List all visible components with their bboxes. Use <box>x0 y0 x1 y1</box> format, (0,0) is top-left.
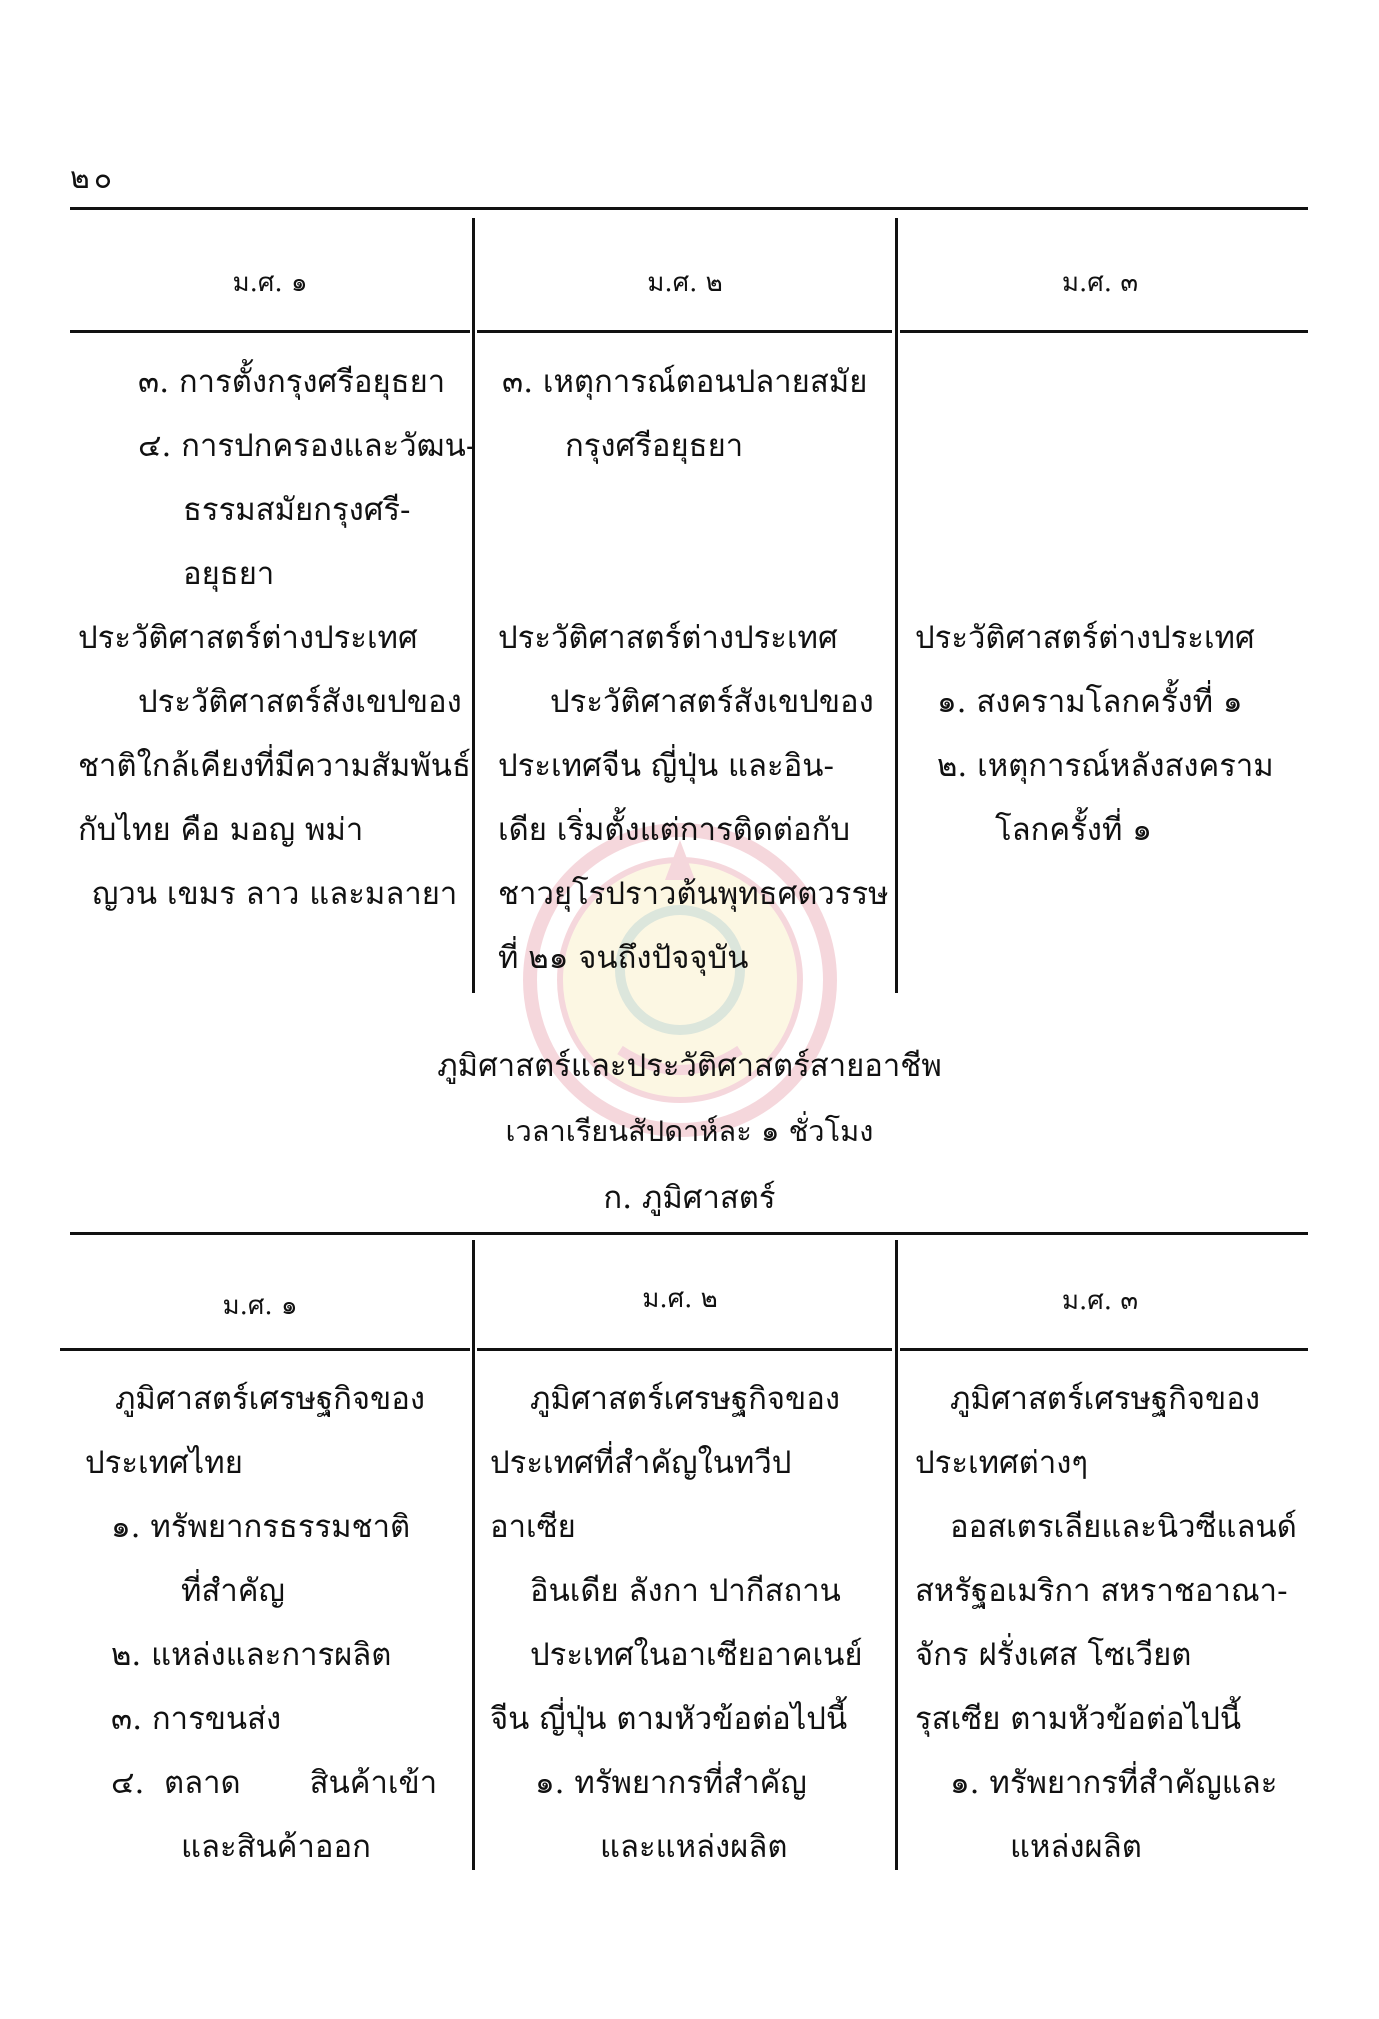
table2-col1 <box>85 1367 470 1879</box>
table2-col-divider-2 <box>895 1240 898 1870</box>
table1-col3-line: ประวัติศาสตร์ต่างประเทศ <box>915 620 1255 656</box>
table2-col3-line: สหรัฐอเมริกา สหราชอาณา- <box>915 1573 1288 1609</box>
table1-col2-line: ประเทศจีน ญี่ปุ่น และอิน- <box>498 748 834 784</box>
table2-header-rule-2 <box>477 1348 892 1351</box>
table1-col3-line: โลกครั้งที่ ๑ <box>995 812 1152 848</box>
table2-col1-line: ๔. ตลาด สินค้าเข้า <box>111 1765 438 1801</box>
table1-col1-line: ประวัติศาสตร์สังเขปของ <box>138 684 462 720</box>
table2-col2-line: และแหล่งผลิต <box>600 1829 788 1865</box>
table2-col1-line: ๑. ทรัพยากรธรรมชาติ <box>111 1509 411 1545</box>
table1-col2-spacer <box>490 478 890 606</box>
table2-col-divider-1 <box>472 1240 475 1870</box>
table2-col3-line: ประเทศต่างๆ <box>915 1445 1089 1481</box>
table2-col2-line: จีน ญี่ปุ่น ตามหัวข้อต่อไปนี้ <box>490 1701 848 1737</box>
table2-col2-line: ประเทศในอาเซียอาคเนย์ <box>530 1637 863 1673</box>
table1-header-rule-1 <box>70 330 470 333</box>
table1-col1-line: ชาติใกล้เคียงที่มีความสัมพันธ์ <box>78 748 471 784</box>
table2-col1-line: ที่สำคัญ <box>181 1573 285 1609</box>
table1-col1-line: ญวน เขมร ลาว และมลายา <box>92 876 458 912</box>
table1-col2-line: ประวัติศาสตร์สังเขปของ <box>550 684 874 720</box>
table1-col3 <box>915 606 1310 862</box>
table2-header-col3: ม.ศ. ๓ <box>1061 1286 1139 1316</box>
table1-col1-line: ๔. การปกครองและวัฒน- <box>138 428 477 464</box>
table2-col2-line: ๑. ทรัพยากรที่สำคัญ <box>535 1765 807 1801</box>
table1-col1-line: ธรรมสมัยกรุงศรี- <box>183 492 411 528</box>
table1-col2 <box>490 350 890 990</box>
table1-col1-line: ประวัติศาสตร์ต่างประเทศ <box>78 620 418 656</box>
table1-col2-line: ๓. เหตุการณ์ตอนปลายสมัย <box>502 364 868 400</box>
table2-header-rule-3 <box>900 1348 1308 1351</box>
table2-col1-line: ภูมิศาสตร์เศรษฐกิจของ <box>115 1381 425 1417</box>
table2-col3-line: ๑. ทรัพยากรที่สำคัญและ <box>950 1765 1278 1801</box>
table1-header-col1: ม.ศ. ๑ <box>232 268 308 298</box>
table1-header-rule-2 <box>477 330 892 333</box>
table2-col1-line: และสินค้าออก <box>181 1829 371 1865</box>
table1-col1-line: กับไทย คือ มอญ พม่า <box>78 812 364 848</box>
table1-col1-line: ๓. การตั้งกรุงศรีอยุธยา <box>138 364 446 400</box>
table1-col3-line: ๒. เหตุการณ์หลังสงคราม <box>937 748 1274 784</box>
page-number: ๒๐ <box>70 161 117 196</box>
table2-col3-line: ภูมิศาสตร์เศรษฐกิจของ <box>950 1381 1260 1417</box>
table2-header-rule-1 <box>60 1348 470 1351</box>
section-title: ภูมิศาสตร์และประวัติศาสตร์สายอาชีพ <box>437 1048 942 1084</box>
section-time: เวลาเรียนสัปดาห์ละ ๑ ชั่วโมง <box>505 1114 874 1148</box>
table2-col2-line: อินเดีย ลังกา ปากีสถาน <box>530 1573 841 1609</box>
table1-header-col3: ม.ศ. ๓ <box>1061 268 1139 298</box>
section-subtitle: ก. ภูมิศาสตร์ <box>603 1180 776 1216</box>
table1-col1-line: อยุธยา <box>183 556 275 592</box>
table1-col2-line: ชาวยุโรปราวต้นพุทธศตวรรษ <box>498 876 889 912</box>
table1-col-divider-2 <box>895 218 898 993</box>
table2-col1-line: ประเทศไทย <box>85 1445 243 1481</box>
table2-col1-line: ๒. แหล่งและการผลิต <box>111 1637 392 1673</box>
table2-col3 <box>915 1367 1310 1879</box>
table2-col2-line: ประเทศที่สำคัญในทวีป <box>490 1445 792 1481</box>
table2-col3-line: จักร ฝรั่งเศส โซเวียต <box>915 1637 1192 1673</box>
table1-top-rule <box>70 207 1308 210</box>
table2-col3-line: ออสเตรเลียและนิวซีแลนด์ <box>950 1509 1297 1545</box>
table1-col2-line: ประวัติศาสตร์ต่างประเทศ <box>498 620 838 656</box>
table2-col2-line: ภูมิศาสตร์เศรษฐกิจของ <box>530 1381 840 1417</box>
table1-header-rule-3 <box>900 330 1308 333</box>
table2-col1-line: ๓. การขนส่ง <box>111 1701 282 1737</box>
table2-col3-line: รุสเซีย ตามหัวข้อต่อไปนี้ <box>915 1701 1242 1737</box>
table1-col2-line: เดีย เริ่มตั้งแต่การติดต่อกับ <box>498 812 851 848</box>
table1-col2-line: กรุงศรีอยุธยา <box>565 428 744 464</box>
table1-header-col2: ม.ศ. ๒ <box>647 268 723 298</box>
table1-col-divider-1 <box>472 218 475 993</box>
table1-col3-line: ๑. สงครามโลกครั้งที่ ๑ <box>937 684 1243 720</box>
table2-top-rule <box>70 1232 1308 1235</box>
table2-col3-line: แหล่งผลิต <box>1010 1829 1142 1865</box>
table2-col2 <box>490 1367 890 1879</box>
table2-col2-line: อาเซีย <box>490 1509 576 1545</box>
table2-header-col2: ม.ศ. ๒ <box>642 1284 718 1314</box>
table2-header-col1: ม.ศ. ๑ <box>222 1291 298 1321</box>
table1-col1 <box>78 350 477 926</box>
table1-col2-line: ที่ ๒๑ จนถึงปัจจุบัน <box>498 940 749 976</box>
